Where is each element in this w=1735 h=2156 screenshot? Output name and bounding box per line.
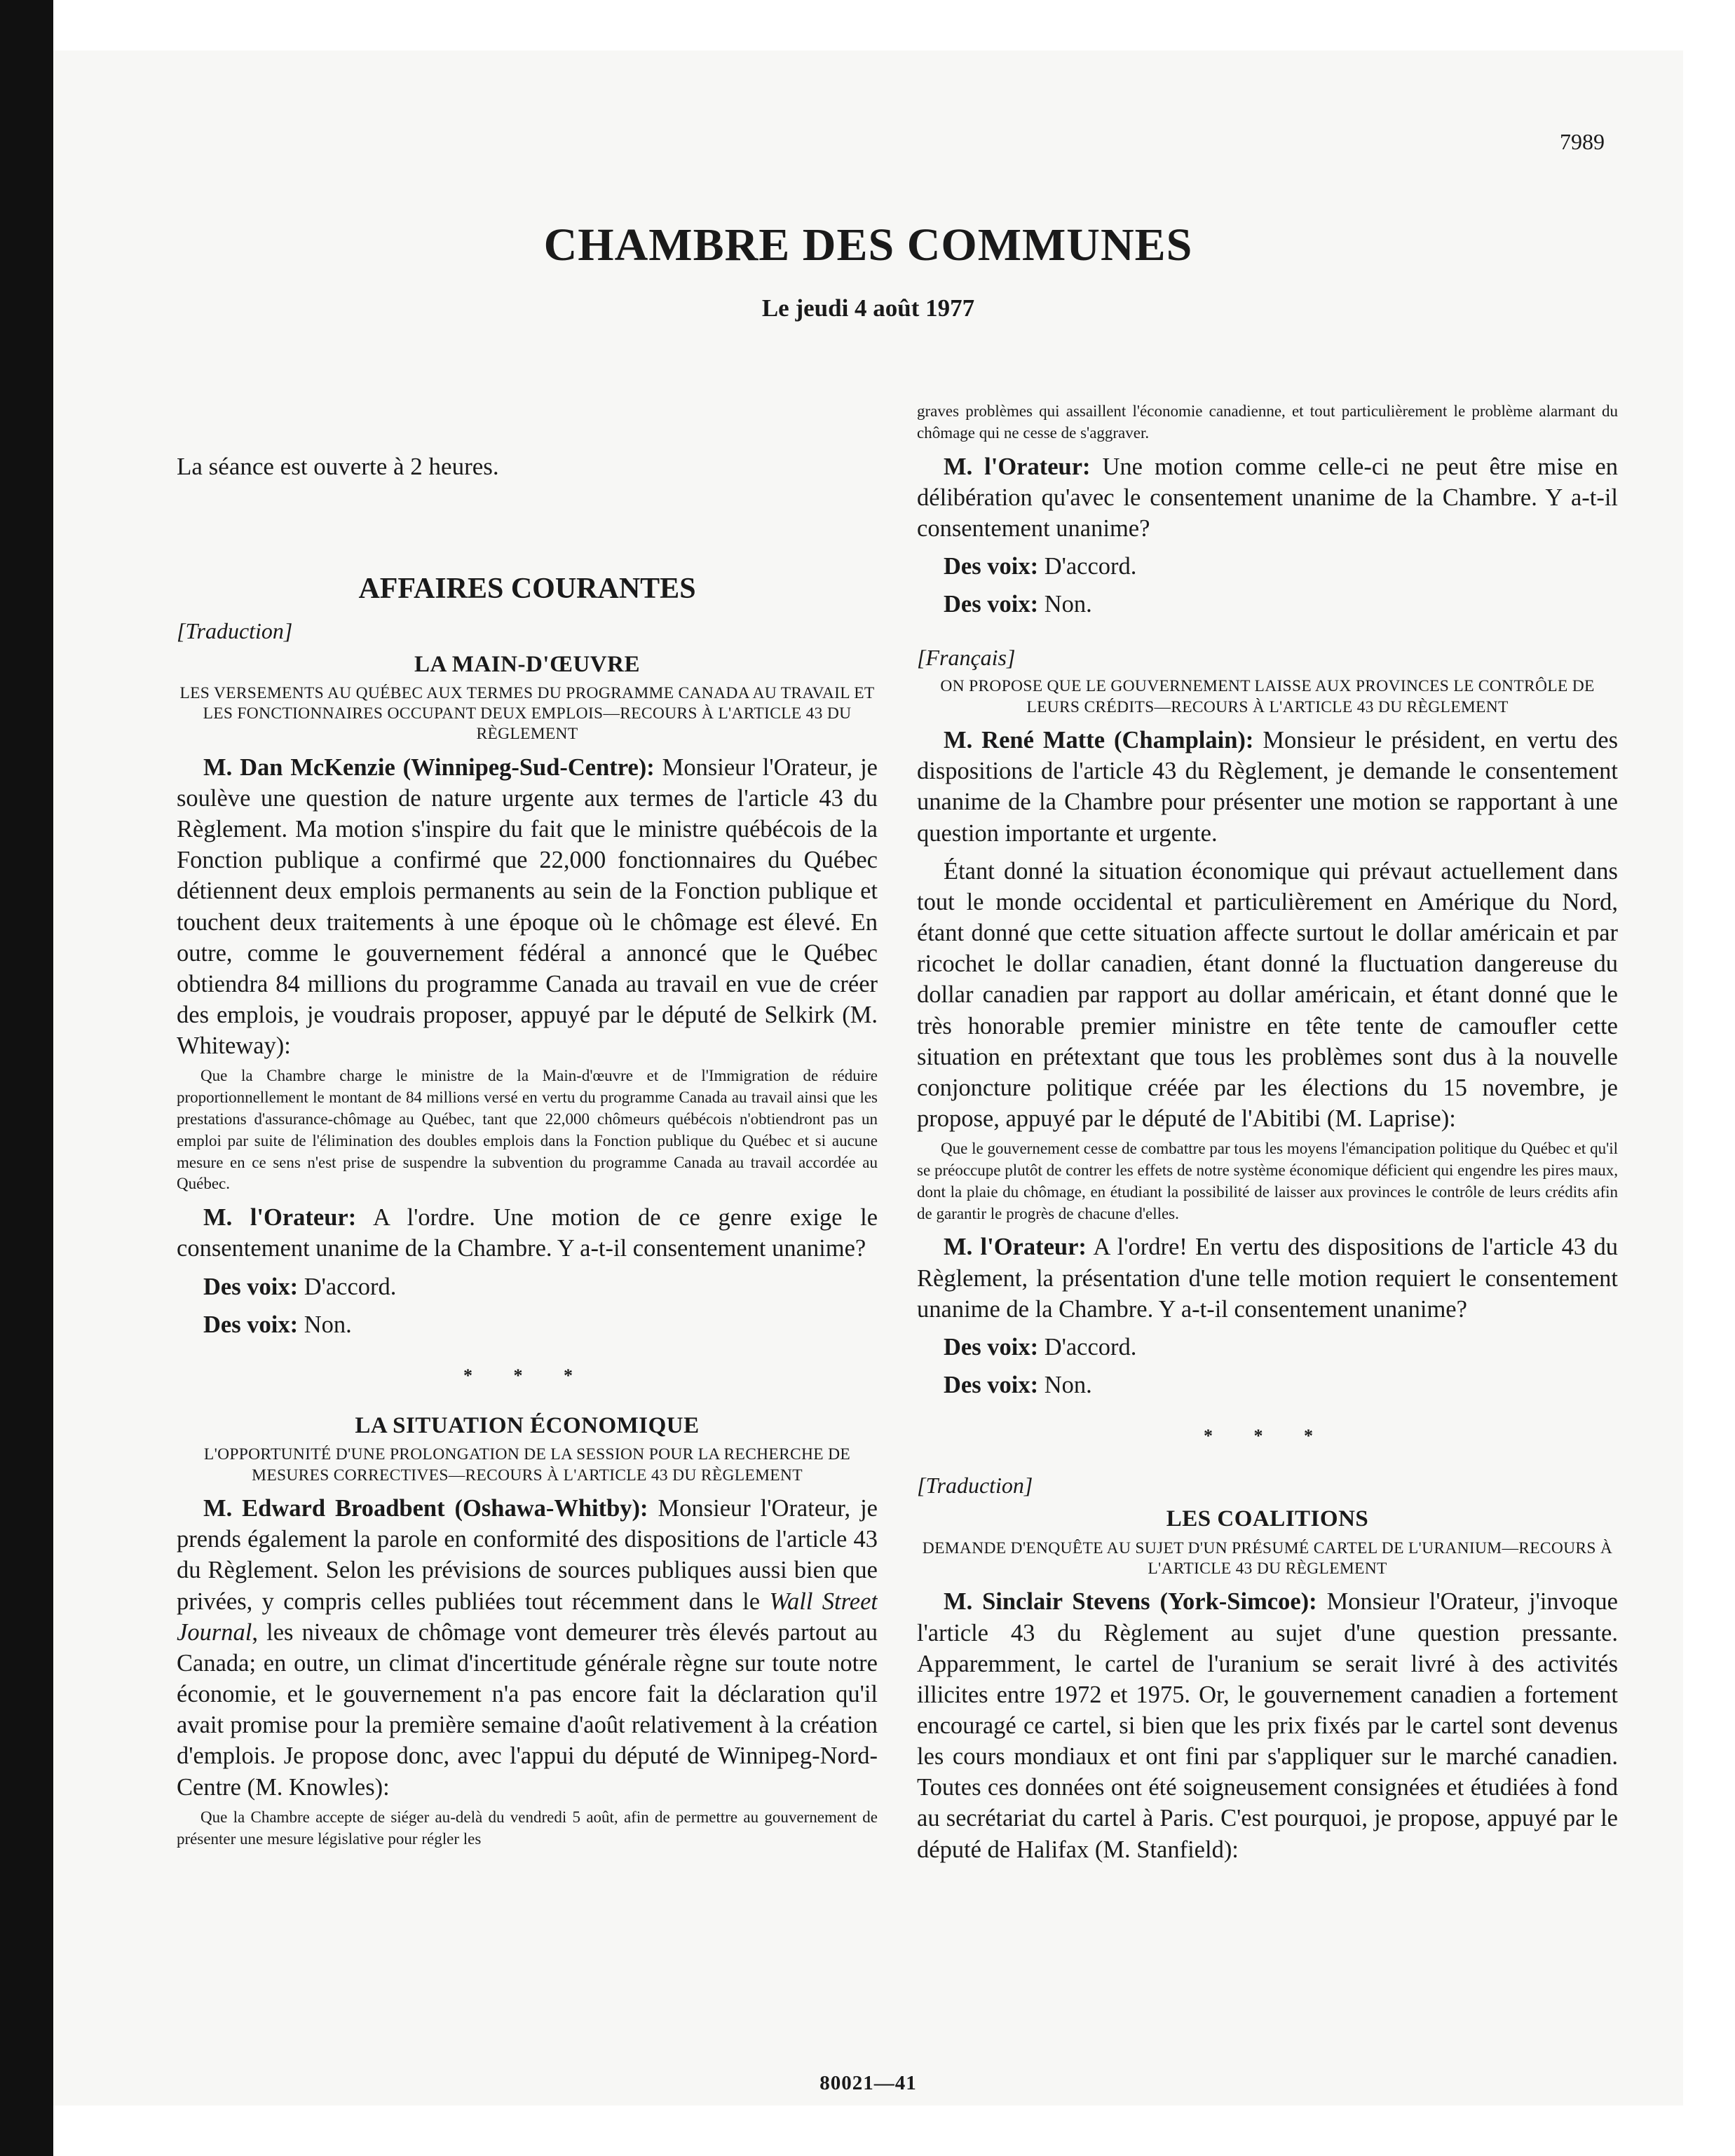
section-title: AFFAIRES COURANTES — [358, 572, 696, 605]
section-separator: * * * — [463, 1365, 591, 1386]
speech-text: , les niveaux de chômage vont demeurer très élevés partout au Canada; en outre, un climat d'incertitude générale règne sur toute notre économie, et le gouvernement n'a pas encore fait la déclaration qu'il avait promise pour la première semaine d'août relativement à la création d'emplois. Je propose donc, avec l'appui du député de Winnipeg-Nord-Centre (M. Knowles): — [177, 1618, 878, 1801]
page-title: CHAMBRE DES COMMUNES — [543, 219, 1193, 271]
speaker-name: Des voix: — [203, 1311, 299, 1338]
speaker-name: M. Edward Broadbent (Oshawa-Whitby): — [203, 1495, 648, 1522]
speech-voices — [917, 1332, 1618, 1363]
speech-text: Une motion comme celle-ci ne peut être mise en délibération qu'avec le consentement unanime de la Chambre. Y a-t-il consentement unanime? — [917, 453, 1618, 542]
speech-voices — [917, 1370, 1618, 1400]
speech-text: Non. — [298, 1311, 352, 1338]
speech-text: Monsieur le président, en vertu des dispositions de l'article 43 du Règlement, je demande le consentement unanime de la Chambre pour présenter une motion se rapportant à une question importante et urgente. — [917, 727, 1618, 847]
speech-stevens — [917, 1586, 1618, 1864]
speech-broadbent — [177, 1493, 878, 1803]
speech-orateur — [177, 1202, 878, 1264]
subtopic-heading: LES VERSEMENTS AU QUÉBEC AUX TERMES DU PROGRAMME CANADA AU TRAVAIL ET LES FONCTIONNAIRES OCCUPANT DEUX EMPLOIS—RECOURS À L'ARTICLE 43 DU RÈGLEMENT — [179, 683, 875, 744]
speaker-name: M. René Matte (Champlain): — [944, 727, 1254, 754]
language-tag: [Français] — [917, 645, 1016, 671]
speech-text: Monsieur l'Orateur, je soulève une question de nature urgente aux termes de l'article 43 du Règlement. Ma motion s'inspire du fait que le ministre québécois de la Fonction publique a confirmé que 22,000 fonctionnaires du Québec détiennent deux emplois permanents au sein de la Fonction publique et touchent deux traitements à une époque où le chômage est élevé. En outre, comme le gouvernement fédéral a annoncé que le Québec obtiendra 84 millions du programme Canada au travail en vue de créer des emplois, je voudrais proposer, appuyé par le député de Selkirk (M. Whiteway): — [177, 753, 878, 1060]
speech-matte-continued: Étant donné la situation économique qui prévaut actuellement dans tout le monde occidental et particulièrement en Amérique du Nord, étant donné que cette situation affecte surtout le dollar américain et par ricochet le dollar canadien, étant donné la fluctuation dangereuse du dollar canadien par rapport au dollar américain, et étant donné que le très honorable premier ministre en tête tente de camoufler cette situation en prétextant que tous les problèmes sont dus à la nouvelle conjoncture politique créée par les élections du 15 novembre, je propose, appuyé par le député de l'Abitibi (M. Laprise): — [917, 857, 1618, 1132]
speaker-name: M. l'Orateur: — [944, 1234, 1087, 1261]
speaker-name: Des voix: — [944, 1333, 1039, 1360]
left-column — [177, 401, 878, 1992]
motion-text: Que le gouvernement cesse de combattre par tous les moyens l'émancipation politique du Québec et qu'il se préoccupe plutôt de contrer les effets de notre système économique déficient qui engendre les pires maux, dont la plaie du chômage, en étudiant la possibilité de laisser aux provinces le contrôle de leurs crédits afin de garantir le progrès de chacune d'elles. — [917, 1140, 1618, 1222]
scan-border-top — [0, 0, 1735, 50]
speech-text: D'accord. — [298, 1273, 397, 1300]
speech-text: Monsieur l'Orateur, j'invoque l'article 43 du Règlement au sujet d'une question pressante. Apparemment, le cartel de l'uranium se serait livré à des activités illicites entre 1972 et 1975. Or, le gouvernement canadien a fortement encouragé ce cartel, si bien que les prix fixés par le cartel sont devenus les cours mondiaux et ont fini par s'appliquer sur le marché canadien. Toutes ces données ont été soigneusement consignées et étudiées à fond au secrétariat du cartel à Paris. C'est pourquoi, je propose, appuyé par le député de Halifax (M. Stanfield): — [917, 1588, 1618, 1863]
subtopic-heading: ON PROPOSE QUE LE GOUVERNEMENT LAISSE AUX PROVINCES LE CONTRÔLE DE LEURS CRÉDITS—RECOURS À L'ARTICLE 43 DU RÈGLEMENT — [940, 677, 1595, 716]
speaker-name: Des voix: — [944, 1372, 1039, 1399]
sitting-date: Le jeudi 4 août 1977 — [761, 294, 975, 322]
speaker-name: Des voix: — [944, 553, 1039, 580]
page-number: 7989 — [1560, 129, 1605, 154]
topic-heading: LA MAIN-D'ŒUVRE — [414, 651, 640, 677]
subtopic-heading: DEMANDE D'ENQUÊTE AU SUJET D'UN PRÉSUMÉ CARTEL DE L'URANIUM—RECOURS À L'ARTICLE 43 DU RÈGLEMENT — [922, 1538, 1613, 1578]
topic-heading: LES COALITIONS — [1166, 1506, 1369, 1532]
language-tag: [Traduction] — [917, 1473, 1033, 1499]
speaker-name: M. l'Orateur: — [203, 1204, 357, 1231]
speech-text: Monsieur l'Orateur, je prends également la parole en conformité des dispositions de l'article 43 du Règlement. Selon les prévisions de sources publiques aussi bien que privées, y compris celles publiées tout récemment dans le — [177, 1495, 878, 1615]
language-tag: [Traduction] — [177, 618, 293, 643]
speaker-name: Des voix: — [203, 1273, 299, 1300]
section-separator: * * * — [1204, 1426, 1331, 1447]
speech-text: Non. — [1038, 1372, 1092, 1399]
motion-text: Que la Chambre charge le ministre de la Main-d'œuvre et de l'Immigration de réduire proportionnellement le montant de 84 millions versé en vertu du programme Canada au travail ainsi que les prestations d'assurance-chômage au Québec, tant que 22,000 chômeurs québécois n'obtiendront pas un emploi par suite de l'élimination des doubles emplois dans la Fonction publique du Québec et si aucune mesure en ce sens n'est prise de suspendre la subvention du programme Canada au travail accordée au Québec. — [177, 1067, 878, 1193]
speech-text: Non. — [1038, 591, 1092, 618]
speech-voices — [917, 551, 1618, 582]
speech-orateur — [917, 451, 1618, 544]
topic-heading: LA SITUATION ÉCONOMIQUE — [355, 1413, 700, 1439]
speaker-name: M. Sinclair Stevens (York-Simcoe): — [944, 1588, 1317, 1616]
speech-text: A l'ordre. Une motion de ce genre exige le consentement unanime de la Chambre. Y a-t-il consentement unanime? — [177, 1204, 878, 1262]
opening-line: La séance est ouverte à 2 heures. — [177, 453, 499, 480]
publication-title: Wall Street Journal — [177, 1588, 878, 1646]
speech-text: D'accord. — [1038, 553, 1137, 580]
motion-text-continued: graves problèmes qui assaillent l'économie canadienne, et tout particulièrement le problème alarmant du chômage qui ne cesse de s'aggraver. — [917, 402, 1618, 442]
motion-text: Que la Chambre accepte de siéger au-delà du vendredi 5 août, afin de permettre au gouvernement de présenter une mesure législative pour régler les — [177, 1808, 878, 1848]
speech-text: A l'ordre! En vertu des dispositions de l'article 43 du Règlement, la présentation d'une telle motion requiert le consentement unanime de la Chambre. Y a-t-il consentement unanime? — [917, 1234, 1618, 1323]
footer-code: 80021—41 — [819, 2072, 917, 2094]
speaker-name: Des voix: — [944, 591, 1039, 618]
speech-matte — [917, 725, 1618, 849]
speech-orateur — [917, 1231, 1618, 1324]
speaker-name: M. Dan McKenzie (Winnipeg-Sud-Centre): — [203, 753, 655, 781]
speech-voices — [177, 1309, 878, 1340]
hansard-page — [53, 50, 1683, 2106]
scan-border-left — [0, 0, 53, 2156]
speaker-name: M. l'Orateur: — [944, 453, 1091, 480]
speech-mckenzie — [177, 752, 878, 1062]
speech-text: D'accord. — [1038, 1333, 1137, 1360]
right-column — [917, 401, 1618, 1992]
subtopic-heading: L'OPPORTUNITÉ D'UNE PROLONGATION DE LA SESSION POUR LA RECHERCHE DE MESURES CORRECTIVES—RECOURS À L'ARTICLE 43 DU RÈGLEMENT — [203, 1445, 851, 1485]
speech-voices — [177, 1271, 878, 1302]
speech-voices — [917, 589, 1618, 620]
